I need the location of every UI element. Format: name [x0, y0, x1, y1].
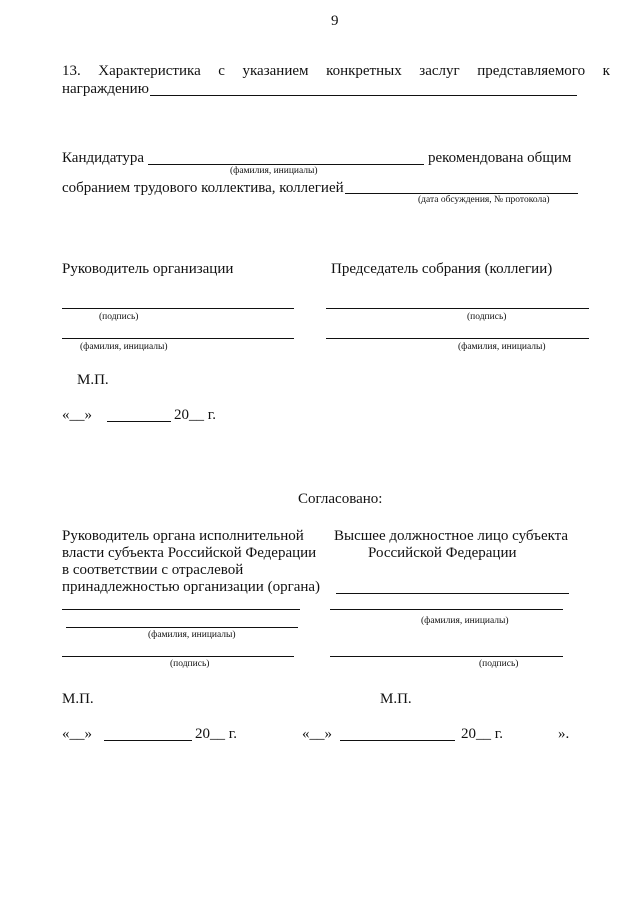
agree-right-fio-caption: (фамилия, инициалы) [421, 616, 509, 626]
agree-left-date-year: 20__ г. [195, 726, 237, 742]
agree-right-date-month-line[interactable] [340, 740, 455, 741]
section-13-word: указанием [242, 63, 309, 79]
stamp-place-left: М.П. [62, 691, 94, 707]
agree-right-sign-caption: (подпись) [479, 659, 519, 669]
date-1-year: 20__ г. [174, 407, 216, 423]
section-13-word: к [602, 63, 610, 79]
agree-left-date-month-line[interactable] [104, 740, 192, 741]
candidacy-label: Кандидатура [62, 150, 145, 166]
org-head-sign-caption: (подпись) [99, 312, 139, 322]
candidate-fio-line[interactable] [148, 164, 424, 165]
section-13-word: конкретных [326, 63, 402, 79]
agree-right-line2: Российской Федерации [368, 545, 517, 561]
agree-right-line1: Высшее должностное лицо субъекта [334, 528, 569, 544]
agree-left-line: в соответствии с отраслевой [62, 562, 244, 578]
org-head-fio-caption: (фамилия, инициалы) [80, 342, 168, 352]
stamp-place-1: М.П. [77, 372, 109, 388]
date-1-month-line[interactable] [107, 421, 171, 422]
agree-left-fio-caption: (фамилия, инициалы) [148, 630, 236, 640]
org-head-fio-line[interactable] [62, 338, 294, 339]
org-head-sign-line[interactable] [62, 308, 294, 309]
org-head-title: Руководитель организации [62, 261, 234, 277]
agree-right-date-close: ». [558, 726, 570, 742]
agree-left-sign-caption: (подпись) [170, 659, 210, 669]
agree-right-date-day: «__» [302, 726, 332, 742]
candidacy-line2: собранием трудового коллектива, коллегией [62, 180, 344, 196]
agree-left-blank-line[interactable] [62, 609, 300, 610]
date-1-day: «__» [62, 407, 92, 423]
stamp-place-right: М.П. [380, 691, 412, 707]
section-13-line2: награждению [62, 81, 149, 97]
agree-left-sign-line[interactable] [62, 656, 294, 657]
agree-left-line: власти субъекта Российской Федерации [62, 545, 317, 561]
characteristic-fill-line[interactable] [150, 95, 577, 96]
chairman-sign-caption: (подпись) [467, 312, 507, 322]
discussion-date-line[interactable] [345, 193, 578, 194]
candidate-fio-caption: (фамилия, инициалы) [230, 166, 318, 176]
section-13-word: с [218, 63, 225, 79]
agree-left-fio-line[interactable] [66, 627, 298, 628]
agree-right-top-line[interactable] [336, 593, 569, 594]
agree-left-line: Руководитель органа исполнительной [62, 528, 304, 544]
agree-right-fio-line[interactable] [330, 609, 563, 610]
chairman-fio-line[interactable] [326, 338, 589, 339]
section-13-word: 13. [62, 63, 81, 79]
section-13-word: заслуг [419, 63, 460, 79]
agree-right-date-year: 20__ г. [461, 726, 503, 742]
section-13-heading [62, 62, 610, 80]
section-13-word: Характеристика [98, 63, 201, 79]
chairman-sign-line[interactable] [326, 308, 589, 309]
agreed-heading: Согласовано: [298, 491, 383, 507]
candidacy-recommended: рекомендована общим [428, 150, 572, 166]
page-number: 9 [331, 13, 339, 29]
chairman-title: Председатель собрания (коллегии) [331, 261, 553, 277]
agree-left-line: принадлежностью организации (органа) [62, 579, 321, 595]
section-13-word: представляемого [477, 63, 586, 79]
chairman-fio-caption: (фамилия, инициалы) [458, 342, 546, 352]
agree-right-sign-line[interactable] [330, 656, 563, 657]
agree-left-date-day: «__» [62, 726, 92, 742]
discussion-date-caption: (дата обсуждения, № протокола) [418, 195, 550, 205]
